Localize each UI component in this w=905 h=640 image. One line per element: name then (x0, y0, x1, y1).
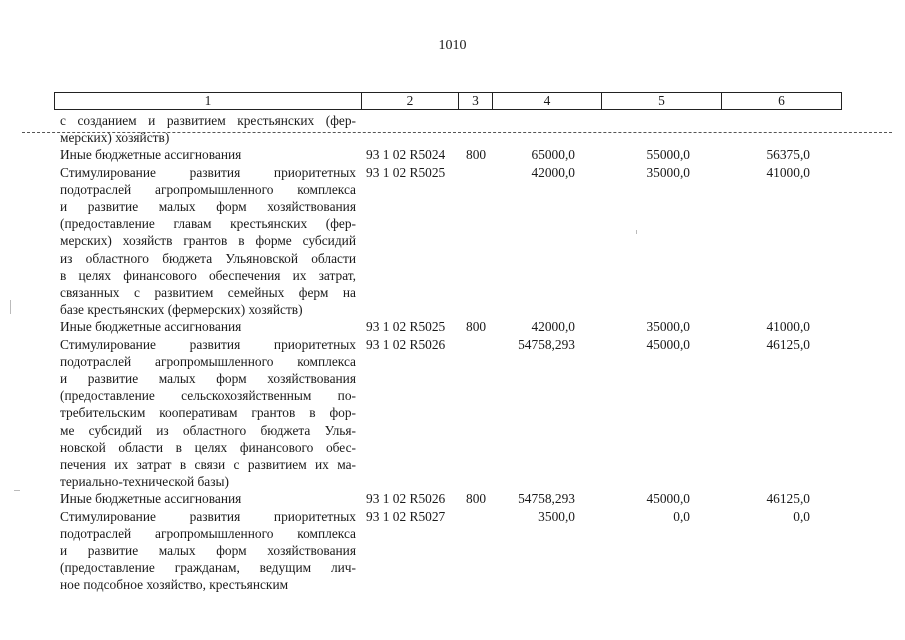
row-value-col4: 65000,0 (531, 147, 575, 163)
row-code: 93 1 02 R5027 (366, 508, 446, 524)
header-col-6: 6 (778, 93, 785, 108)
row-description (60, 508, 356, 594)
table-body (0, 112, 905, 594)
row-description (60, 336, 356, 491)
row-value-col6: 46125,0 (766, 491, 810, 507)
row-value-col4: 42000,0 (531, 319, 575, 335)
row-code: 93 1 02 R5025 (366, 319, 446, 335)
text-line: подотраслей агропромышленного комплекса (60, 353, 356, 369)
text-line: и развитие малых форм хозяйствования (60, 371, 356, 387)
header-col-2: 2 (362, 93, 459, 109)
scan-speck (636, 230, 637, 234)
row-value-col5: 35000,0 (646, 319, 690, 335)
text-line: мерских) хозяйств грантов в форме субсидий (60, 233, 356, 249)
page-number: 1010 (438, 38, 467, 53)
text-line: териально-технической базы) (60, 474, 229, 490)
row-value-col5: 0,0 (673, 508, 690, 524)
row-code: 93 1 02 R5024 (366, 147, 446, 163)
table-row (0, 336, 905, 491)
table-row (0, 490, 905, 507)
row-expense-type: 800 (466, 491, 487, 507)
row-value-col5: 35000,0 (646, 164, 690, 180)
text-line: Стимулирование развития приоритетных (60, 508, 356, 524)
text-line: подотраслей агропромышленного комплекса (60, 525, 356, 541)
row-code: 93 1 02 R5026 (366, 491, 446, 507)
table-row (0, 508, 905, 594)
table-row (0, 318, 905, 335)
text-line: связанных с развитием семейных ферм на (60, 285, 356, 301)
text-line: из областного бюджета Ульяновской области (60, 250, 356, 266)
row-value-col4: 3500,0 (538, 508, 575, 524)
table-row (0, 146, 905, 163)
text-line: с созданием и развитием крестьянских (фер- (60, 113, 356, 128)
row-description (60, 164, 356, 319)
text-line: ное подсобное хозяйство, крестьянским (60, 577, 289, 593)
text-line: базе крестьянских (фермерских) хозяйств) (60, 302, 303, 318)
row-description (60, 146, 356, 163)
text-line: и развитие малых форм хозяйствования (60, 543, 356, 559)
text-line: Стимулирование развития приоритетных (60, 164, 356, 180)
row-value-col6: 0,0 (793, 508, 810, 524)
text-line: Иные бюджетные ассигнования (60, 147, 242, 163)
text-line: (предоставление гражданам, ведущим лич- (60, 560, 356, 576)
scan-speck (10, 300, 11, 314)
text-line: новской области в целях финансового обес- (60, 439, 356, 455)
scan-speck (14, 490, 20, 491)
row-value-col6: 56375,0 (766, 147, 810, 163)
text-line: Иные бюджетные ассигнования (60, 491, 242, 507)
header-col-4: 4 (493, 93, 602, 109)
row-value-col5: 55000,0 (646, 147, 690, 163)
header-col-3: 3 (459, 93, 493, 109)
text-line: Иные бюджетные ассигнования (60, 319, 242, 335)
row-value-col5: 45000,0 (646, 336, 690, 352)
row-code: 93 1 02 R5026 (366, 336, 446, 352)
row-value-col6: 46125,0 (766, 336, 810, 352)
text-line: (предоставление главам крестьянских (фер- (60, 216, 356, 232)
row-value-col5: 45000,0 (646, 491, 690, 507)
row-value-col4: 54758,293 (518, 336, 575, 352)
text-line: Стимулирование развития приоритетных (60, 336, 356, 352)
text-line: ме субсидий из областного бюджета Улья- (60, 422, 356, 438)
text-line: печения их затрат в связи с развитием их ма- (60, 457, 356, 473)
text-line: подотраслей агропромышленного комплекса (60, 181, 356, 197)
table-rows (0, 146, 905, 593)
header-col-5: 5 (602, 93, 722, 109)
text-line: требительским кооперативам грантов в фор- (60, 405, 356, 421)
row-expense-type: 800 (466, 147, 487, 163)
continuation-text (60, 112, 356, 146)
row-value-col6: 41000,0 (766, 164, 810, 180)
text-line: в целях финансового обеспечения их затрат, (60, 267, 356, 283)
row-value-col4: 54758,293 (518, 491, 575, 507)
row-value-col4: 42000,0 (531, 164, 575, 180)
table-header-row (54, 92, 842, 110)
text-line: и развитие малых форм хозяйствования (60, 199, 356, 215)
header-col-1: 1 (55, 93, 362, 109)
row-value-col6: 41000,0 (766, 319, 810, 335)
row-description (60, 318, 356, 335)
text-line: (предоставление сельскохозяйственным по- (60, 388, 356, 404)
table-row (0, 164, 905, 319)
continuation-row (0, 112, 905, 146)
row-description (60, 490, 356, 507)
row-expense-type: 800 (466, 319, 487, 335)
row-code: 93 1 02 R5025 (366, 164, 446, 180)
text-line: мерских) хозяйств) (60, 130, 170, 146)
